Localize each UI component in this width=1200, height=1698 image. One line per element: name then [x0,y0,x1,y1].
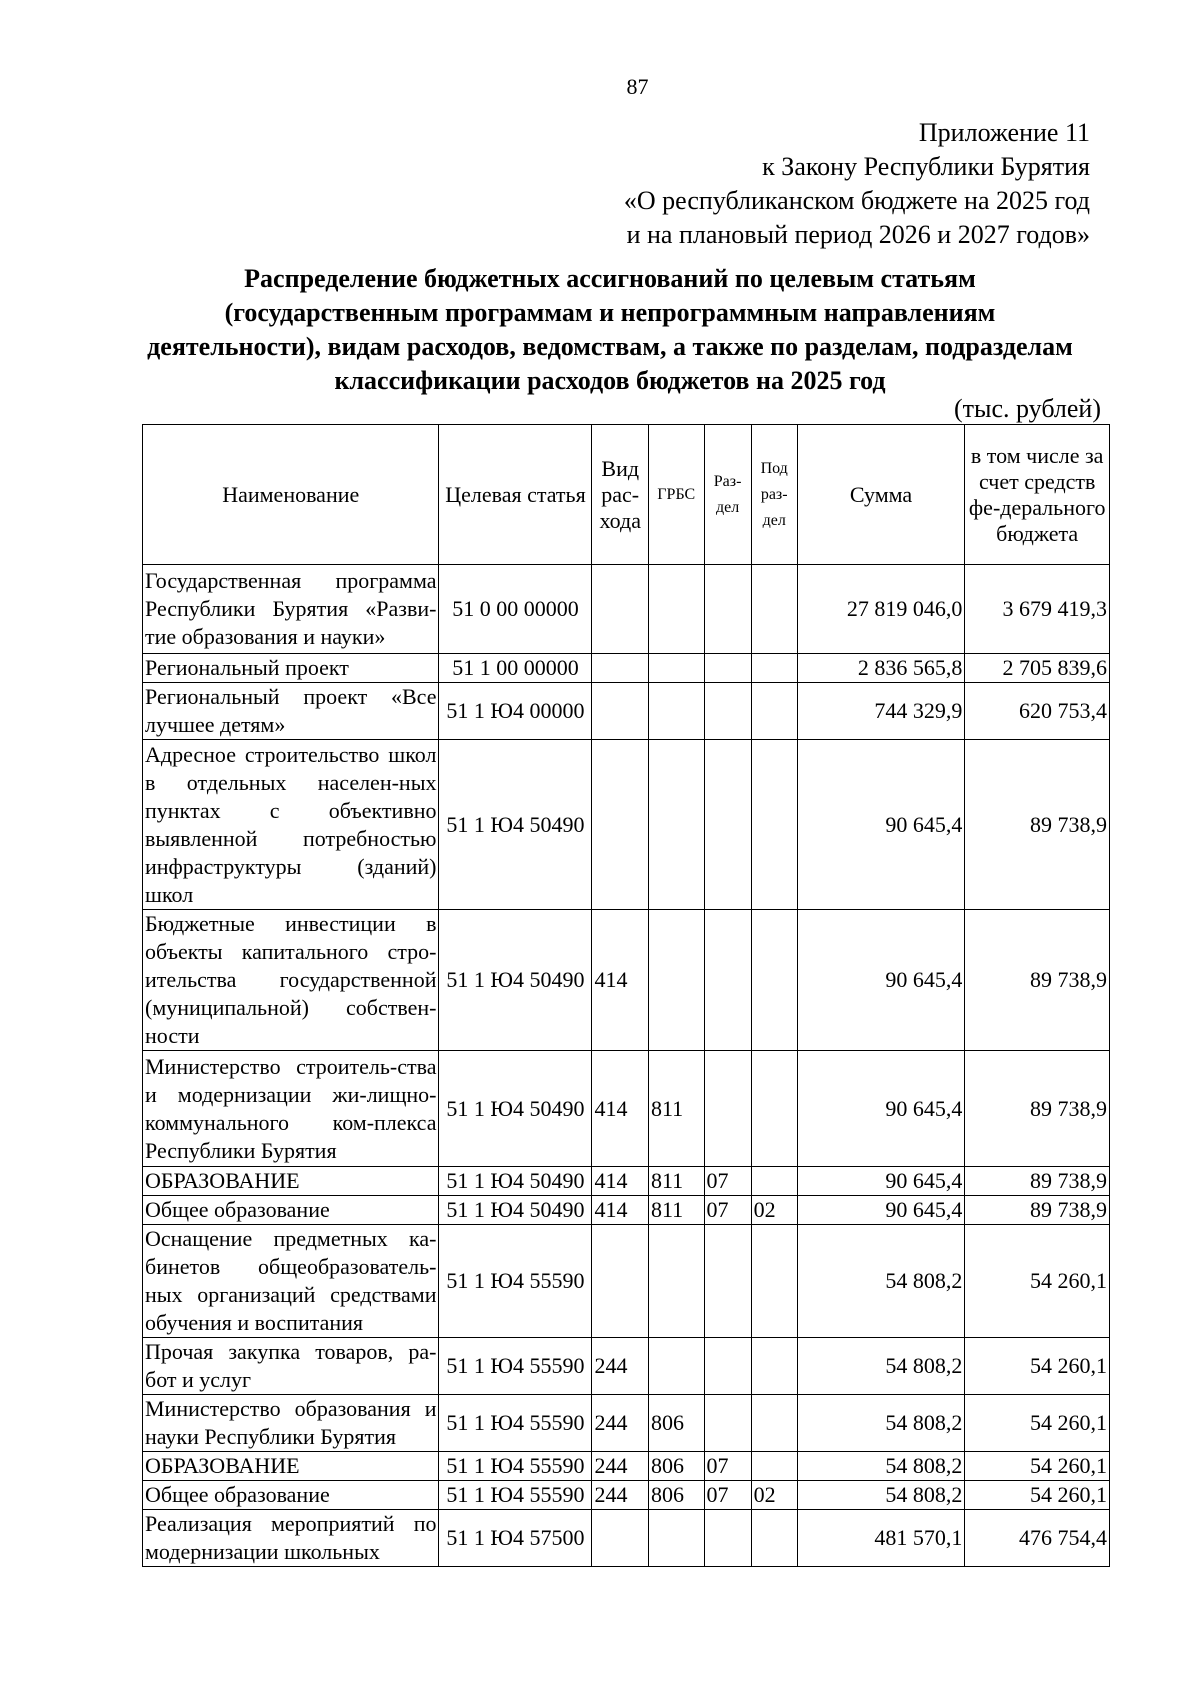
cell-name: Прочая закупка товаров, ра-бот и услуг [143,1338,439,1395]
cell-sum: 27 819 046,0 [797,565,965,654]
cell-federal: 54 260,1 [965,1481,1110,1510]
cell-sum: 90 645,4 [797,910,965,1051]
appendix-line: и на плановый период 2026 и 2027 годов» [626,220,1090,249]
cell-grbs [649,1338,705,1395]
appendix-line: к Закону Республики Бурятия [762,152,1090,181]
table-row [143,1225,1110,1338]
table-row [143,1338,1110,1395]
cell-razdel: 07 [704,1452,751,1481]
header-grbs: ГРБС [649,425,705,565]
cell-razdel [704,910,751,1051]
cell-federal: 476 754,4 [965,1510,1110,1567]
cell-grbs [649,1225,705,1338]
cell-name: Министерство образования и науки Республики Бурятия [143,1395,439,1452]
cell-sum: 90 645,4 [797,740,965,910]
table-row [143,1051,1110,1167]
cell-name: Государственная программа Республики Бурятия «Разви-тие образования и науки» [143,565,439,654]
cell-sum: 481 570,1 [797,1510,965,1567]
cell-grbs [649,683,705,740]
cell-name: ОБРАЗОВАНИЕ [143,1167,439,1196]
cell-podrazdel [751,1510,797,1567]
cell-name: Бюджетные инвестиции в объекты капитального стро-ительства государственной (муниципальной) собствен-ности [143,910,439,1051]
header-federal: в том числе за счет средств фе-дерального бюджета [965,425,1110,565]
cell-razdel [704,1510,751,1567]
cell-target: 51 1 00 00000 [439,654,592,683]
cell-razdel [704,654,751,683]
cell-federal: 89 738,9 [965,1167,1110,1196]
cell-razdel [704,1338,751,1395]
cell-federal: 54 260,1 [965,1225,1110,1338]
cell-vid: 414 [592,1167,649,1196]
cell-razdel [704,740,751,910]
cell-podrazdel [751,1167,797,1196]
cell-federal: 54 260,1 [965,1452,1110,1481]
cell-grbs: 806 [649,1395,705,1452]
cell-name: Общее образование [143,1196,439,1225]
cell-vid: 414 [592,1051,649,1167]
cell-target: 51 1 Ю4 55590 [439,1338,592,1395]
table-row [143,1196,1110,1225]
table-row [143,1167,1110,1196]
units-label: (тыс. рублей) [953,394,1101,423]
cell-podrazdel: 02 [751,1196,797,1225]
cell-vid: 244 [592,1481,649,1510]
header-podrazdel: Под раз-дел [751,425,797,565]
cell-vid [592,1225,649,1338]
cell-podrazdel [751,1452,797,1481]
cell-name: Министерство строитель-ства и модернизации жи-лищно-коммунального ком-плекса Республики Бурятия [143,1051,439,1167]
cell-podrazdel [751,1051,797,1167]
cell-vid: 414 [592,1196,649,1225]
cell-target: 51 1 Ю4 55590 [439,1395,592,1452]
table-row [143,740,1110,910]
cell-razdel [704,565,751,654]
cell-federal: 620 753,4 [965,683,1110,740]
cell-sum: 54 808,2 [797,1395,965,1452]
cell-sum: 90 645,4 [797,1196,965,1225]
cell-vid: 244 [592,1452,649,1481]
cell-target: 51 1 Ю4 55590 [439,1481,592,1510]
cell-sum: 54 808,2 [797,1481,965,1510]
cell-razdel [704,1225,751,1338]
cell-federal: 54 260,1 [965,1338,1110,1395]
cell-sum: 744 329,9 [797,683,965,740]
cell-grbs: 811 [649,1167,705,1196]
cell-sum: 54 808,2 [797,1225,965,1338]
cell-razdel [704,1395,751,1452]
table-row [143,910,1110,1051]
cell-grbs: 806 [649,1481,705,1510]
table-row [143,1452,1110,1481]
cell-podrazdel [751,654,797,683]
cell-vid [592,654,649,683]
header-row [143,425,1110,565]
cell-sum: 90 645,4 [797,1051,965,1167]
header-target: Целевая статья [439,425,592,565]
cell-name: Общее образование [143,1481,439,1510]
cell-grbs [649,740,705,910]
cell-target: 51 1 Ю4 55590 [439,1225,592,1338]
cell-name: Адресное строительство школ в отдельных населен-ных пунктах с объективно выявленной потребностью инфраструктуры (зданий) школ [143,740,439,910]
cell-podrazdel [751,910,797,1051]
cell-target: 51 1 Ю4 50490 [439,1051,592,1167]
cell-federal: 89 738,9 [965,1051,1110,1167]
cell-sum: 54 808,2 [797,1338,965,1395]
header-vid: Вид рас-хода [592,425,649,565]
cell-vid [592,683,649,740]
cell-target: 51 0 00 00000 [439,565,592,654]
cell-federal: 89 738,9 [965,1196,1110,1225]
cell-podrazdel [751,565,797,654]
cell-grbs [649,1510,705,1567]
header-sum: Сумма [797,425,965,565]
cell-federal: 2 705 839,6 [965,654,1110,683]
cell-razdel: 07 [704,1196,751,1225]
table-row [143,1395,1110,1452]
cell-grbs: 806 [649,1452,705,1481]
cell-federal: 3 679 419,3 [965,565,1110,654]
header-name: Наименование [143,425,439,565]
table-row [143,683,1110,740]
document-title: Распределение бюджетных ассигнований по целевым статьям (государственным программам и непрограммным направлениям деятельности), видам расходов, ведомствам, а также по разделам, подразделам классификации расходов бюджетов на 2025 год [147,264,1073,395]
cell-target: 51 1 Ю4 57500 [439,1510,592,1567]
budget-table [142,424,1110,1567]
cell-name: ОБРАЗОВАНИЕ [143,1452,439,1481]
table-row [143,654,1110,683]
header-razdel: Раз-дел [704,425,751,565]
cell-vid [592,740,649,910]
cell-podrazdel [751,740,797,910]
cell-vid [592,1510,649,1567]
appendix-header [390,116,1090,252]
table-row [143,1510,1110,1567]
cell-razdel [704,1051,751,1167]
cell-vid: 244 [592,1395,649,1452]
appendix-line: «О республиканском бюджете на 2025 год [623,186,1090,215]
cell-name: Региональный проект [143,654,439,683]
cell-vid: 244 [592,1338,649,1395]
cell-razdel: 07 [704,1481,751,1510]
table-row [143,1481,1110,1510]
cell-name: Оснащение предметных ка-бинетов общеобразователь-ных организаций средствами обучения и воспитания [143,1225,439,1338]
cell-podrazdel [751,683,797,740]
cell-target: 51 1 Ю4 50490 [439,1167,592,1196]
cell-target: 51 1 Ю4 50490 [439,910,592,1051]
page-number: 87 [626,74,649,99]
cell-razdel [704,683,751,740]
cell-podrazdel [751,1225,797,1338]
cell-podrazdel: 02 [751,1481,797,1510]
cell-target: 51 1 Ю4 55590 [439,1452,592,1481]
cell-target: 51 1 Ю4 50490 [439,740,592,910]
cell-federal: 89 738,9 [965,910,1110,1051]
cell-name: Реализация мероприятий по модернизации школьных [143,1510,439,1567]
cell-podrazdel [751,1338,797,1395]
table-row [143,565,1110,654]
cell-grbs: 811 [649,1051,705,1167]
cell-grbs: 811 [649,1196,705,1225]
cell-name: Региональный проект «Все лучшее детям» [143,683,439,740]
cell-sum: 2 836 565,8 [797,654,965,683]
appendix-line: Приложение 11 [918,118,1090,147]
cell-sum: 54 808,2 [797,1452,965,1481]
cell-vid [592,565,649,654]
cell-target: 51 1 Ю4 50490 [439,1196,592,1225]
cell-grbs [649,910,705,1051]
cell-vid: 414 [592,910,649,1051]
cell-sum: 90 645,4 [797,1167,965,1196]
cell-razdel: 07 [704,1167,751,1196]
cell-federal: 89 738,9 [965,740,1110,910]
cell-grbs [649,565,705,654]
cell-target: 51 1 Ю4 00000 [439,683,592,740]
cell-podrazdel [751,1395,797,1452]
cell-federal: 54 260,1 [965,1395,1110,1452]
cell-grbs [649,654,705,683]
